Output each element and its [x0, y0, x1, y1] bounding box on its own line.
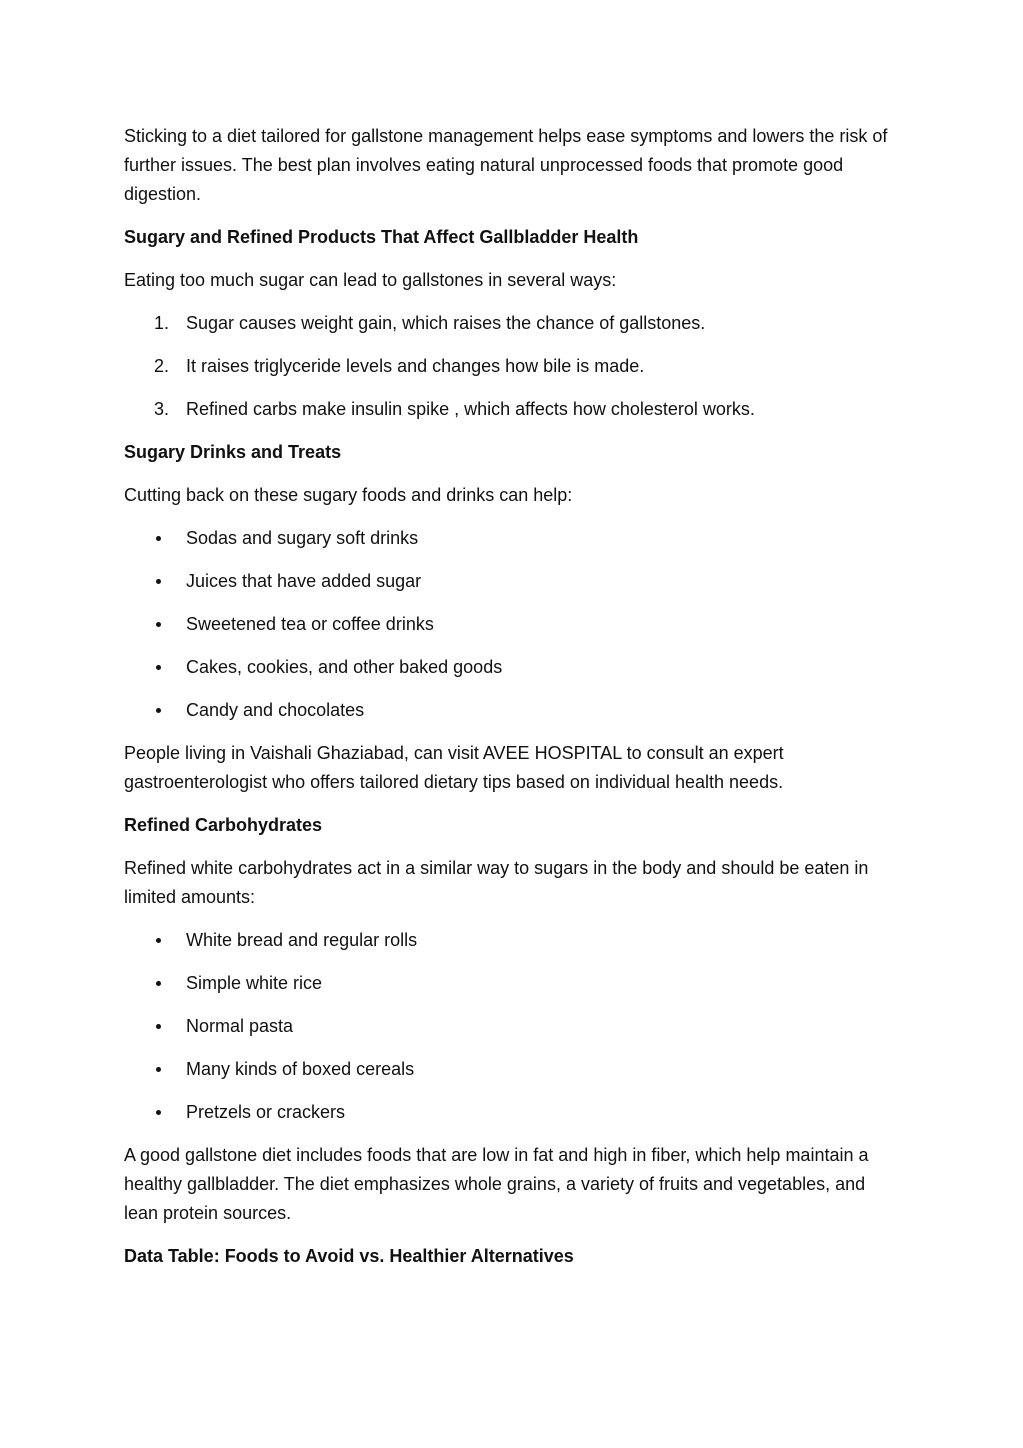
list-item	[124, 1055, 904, 1084]
list-item	[124, 567, 904, 596]
list-item-text: Candy and chocolates	[186, 700, 365, 720]
section-lead-sugary-drinks: Cutting back on these sugary foods and drinks can help:	[124, 485, 573, 505]
bullet-icon	[156, 579, 161, 584]
list-item-text: Sugar causes weight gain, which raises the chance of gallstones.	[186, 313, 706, 333]
list-item-text: Cakes, cookies, and other baked goods	[186, 657, 503, 677]
list-item	[124, 395, 904, 424]
hospital-note-paragraph: People living in Vaishali Ghaziabad, can visit AVEE HOSPITAL to consult an expert gastroenterologist who offers tailored dietary tips based on individual health needs.	[124, 743, 784, 792]
list-item-text: It raises triglyceride levels and changes how bile is made.	[186, 356, 645, 376]
list-number: 2.	[154, 356, 170, 376]
intro-paragraph: Sticking to a diet tailored for gallstone management helps ease symptoms and lowers the risk of further issues. The best plan involves eating natural unprocessed foods that promote good digestion.	[124, 126, 888, 204]
list-item	[124, 653, 904, 682]
list-item	[124, 1098, 904, 1127]
list-number: 3.	[154, 399, 170, 419]
list-item-text: Pretzels or crackers	[186, 1102, 346, 1122]
bullet-icon	[156, 665, 161, 670]
numbered-list-sugar-effects	[124, 309, 904, 424]
bullet-icon	[156, 536, 161, 541]
bullet-icon	[156, 1067, 161, 1072]
section-lead-sugary-refined: Eating too much sugar can lead to gallstones in several ways:	[124, 270, 617, 290]
list-item-text: Normal pasta	[186, 1016, 294, 1036]
section-lead-refined-carbs: Refined white carbohydrates act in a similar way to sugars in the body and should be eaten in limited amounts:	[124, 858, 869, 907]
diet-summary-paragraph: A good gallstone diet includes foods that are low in fat and high in fiber, which help maintain a healthy gallbladder. The diet emphasizes whole grains, a variety of fruits and vegetables, and lean protein sources.	[124, 1145, 869, 1223]
bullet-icon	[156, 1024, 161, 1029]
bullet-list-sugary-drinks	[124, 524, 904, 725]
document-page	[124, 122, 904, 1285]
section-heading-sugary-drinks: Sugary Drinks and Treats	[124, 442, 342, 462]
list-number: 1.	[154, 313, 170, 333]
list-item	[124, 610, 904, 639]
list-item-text: Many kinds of boxed cereals	[186, 1059, 415, 1079]
list-item	[124, 969, 904, 998]
bullet-icon	[156, 1110, 161, 1115]
list-item	[124, 309, 904, 338]
bullet-icon	[156, 622, 161, 627]
list-item	[124, 524, 904, 553]
list-item-text: White bread and regular rolls	[186, 930, 418, 950]
bullet-icon	[156, 708, 161, 713]
list-item-text: Sodas and sugary soft drinks	[186, 528, 419, 548]
section-heading-sugary-refined: Sugary and Refined Products That Affect Gallbladder Health	[124, 227, 639, 247]
list-item	[124, 1012, 904, 1041]
bullet-icon	[156, 938, 161, 943]
list-item-text: Juices that have added sugar	[186, 571, 422, 591]
list-item	[124, 352, 904, 381]
list-item-text: Sweetened tea or coffee drinks	[186, 614, 434, 634]
section-heading-data-table: Data Table: Foods to Avoid vs. Healthier Alternatives	[124, 1246, 574, 1266]
bullet-list-refined-carbs	[124, 926, 904, 1127]
bullet-icon	[156, 981, 161, 986]
list-item	[124, 926, 904, 955]
list-item	[124, 696, 904, 725]
section-heading-refined-carbs: Refined Carbohydrates	[124, 815, 323, 835]
list-item-text: Refined carbs make insulin spike , which affects how cholesterol works.	[186, 399, 755, 419]
list-item-text: Simple white rice	[186, 973, 323, 993]
